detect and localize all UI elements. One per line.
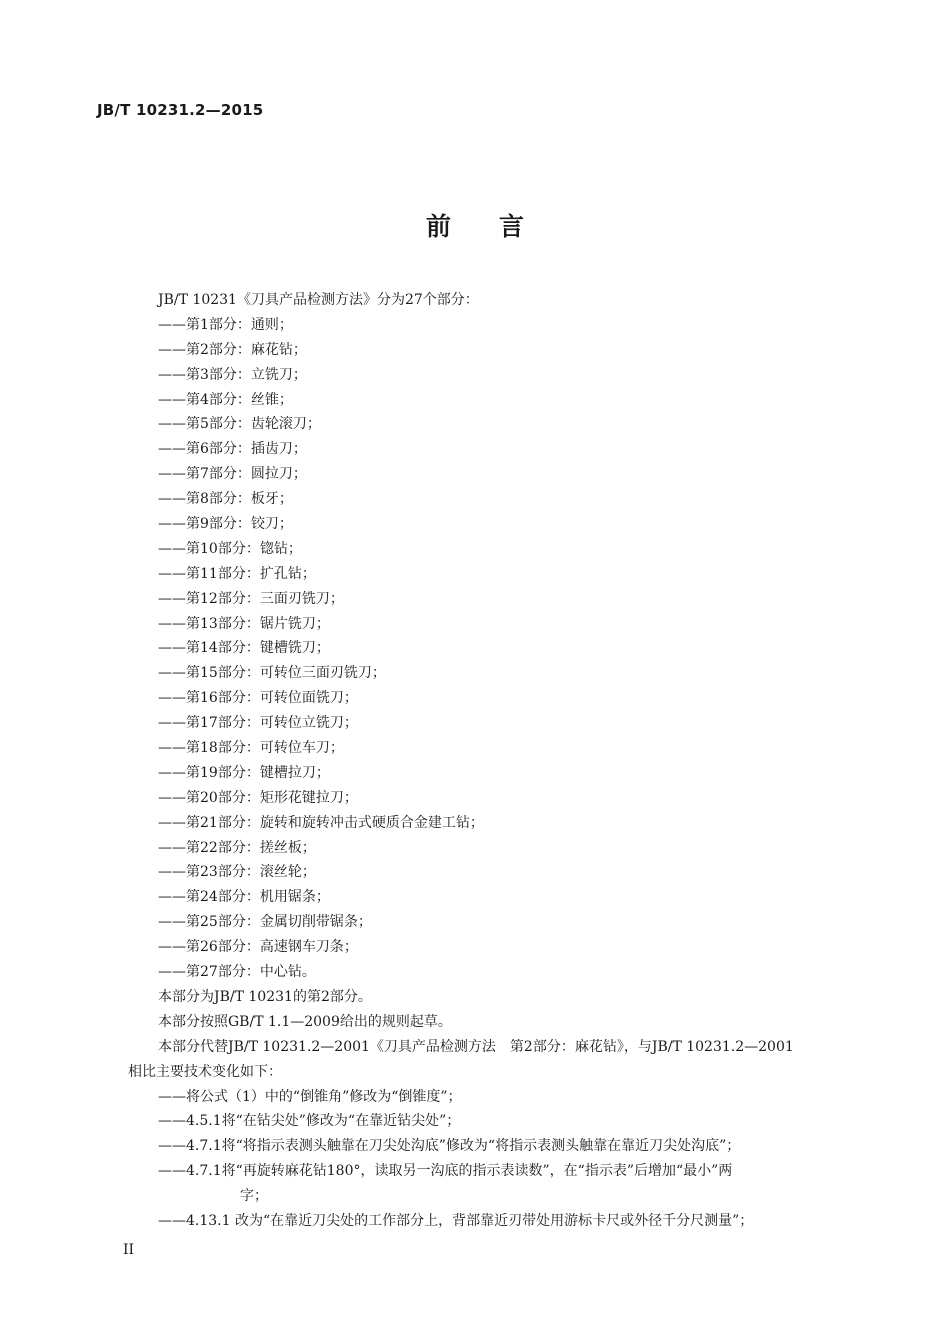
list-item-continued: 字；	[240, 1188, 268, 1205]
list-item: ——第20部分：矩形花键拉刀；	[158, 789, 358, 806]
paragraph-replaces-continued: 相比主要技术变化如下：	[128, 1063, 282, 1080]
page-title: 前言	[425, 212, 572, 241]
list-item: ——第4部分：丝锥；	[158, 391, 293, 408]
list-item: ——第21部分：旋转和旋转冲击式硬质合金建工钻；	[158, 814, 484, 831]
list-item: ——第10部分：锪钻；	[158, 540, 302, 557]
list-item: ——将公式（1）中的“倒锥角”修改为“倒锥度”；	[158, 1088, 462, 1105]
list-item: ——第15部分：可转位三面刃铣刀；	[158, 665, 386, 682]
list-item: ——第25部分：金属切削带锯条；	[158, 914, 372, 931]
document-body	[128, 288, 878, 1234]
list-item: ——第23部分：滚丝轮；	[158, 864, 316, 881]
list-item: ——第19部分：键槽拉刀；	[158, 764, 330, 781]
list-item: ——4.7.1将“再旋转麻花钻180°，读取另一沟底的指示表读数”，在“指示表”后增加“最小”两	[158, 1163, 733, 1180]
list-item: ——第9部分：铰刀；	[158, 516, 293, 533]
list-item: ——4.5.1将“在钻尖处”修改为“在靠近钻尖处”；	[158, 1113, 461, 1130]
list-item: ——第14部分：键槽铣刀；	[158, 640, 330, 657]
paragraph-drafting-rules: 本部分按照GB/T 1.1—2009给出的规则起草。	[158, 1013, 452, 1030]
list-item: ——第24部分：机用锯条；	[158, 889, 330, 906]
list-item: ——第16部分：可转位面铣刀；	[158, 690, 358, 707]
changes-list	[128, 1085, 878, 1234]
intro-paragraph: JB/T 10231《刀具产品检测方法》分为27个部分：	[158, 292, 479, 308]
list-item: ——第27部分：中心钻。	[158, 964, 316, 981]
list-item: ——第8部分：板牙；	[158, 491, 293, 508]
list-item: ——4.7.1将“将指示表测头触靠在刀尖处沟底”修改为“将指示表测头触靠在靠近刀尖处沟底”；	[158, 1138, 741, 1155]
parts-list	[128, 313, 878, 985]
list-item: ——第18部分：可转位车刀；	[158, 740, 344, 757]
list-item: ——第5部分：齿轮滚刀；	[158, 416, 321, 433]
list-item: ——第1部分：通则；	[158, 316, 293, 333]
standard-code-header: JB/T 10231.2—2015	[97, 101, 264, 119]
list-item: ——第12部分：三面刃铣刀；	[158, 590, 344, 607]
paragraph-part-number: 本部分为JB/T 10231的第2部分。	[158, 988, 372, 1005]
list-item: ——第3部分：立铣刀；	[158, 366, 307, 383]
list-item: ——第26部分：高速钢车刀条；	[158, 939, 358, 956]
list-item: ——第22部分：搓丝板；	[158, 839, 316, 856]
paragraph-replaces: 本部分代替JB/T 10231.2—2001《刀具产品检测方法 第2部分：麻花钻》，与JB/T 10231.2—2001	[158, 1038, 794, 1055]
list-item: ——第11部分：扩孔钻；	[158, 565, 316, 582]
list-item: ——第7部分：圆拉刀；	[158, 466, 307, 483]
list-item: ——第6部分：插齿刀；	[158, 441, 307, 458]
list-item: ——4.13.1 改为“在靠近刀尖处的工作部分上，背部靠近刃带处用游标卡尺或外径千分尺测量”；	[158, 1212, 754, 1229]
list-item: ——第2部分：麻花钻；	[158, 341, 307, 358]
list-item: ——第13部分：锯片铣刀；	[158, 615, 330, 632]
page-number: II	[123, 1242, 135, 1258]
list-item: ——第17部分：可转位立铣刀；	[158, 715, 358, 732]
